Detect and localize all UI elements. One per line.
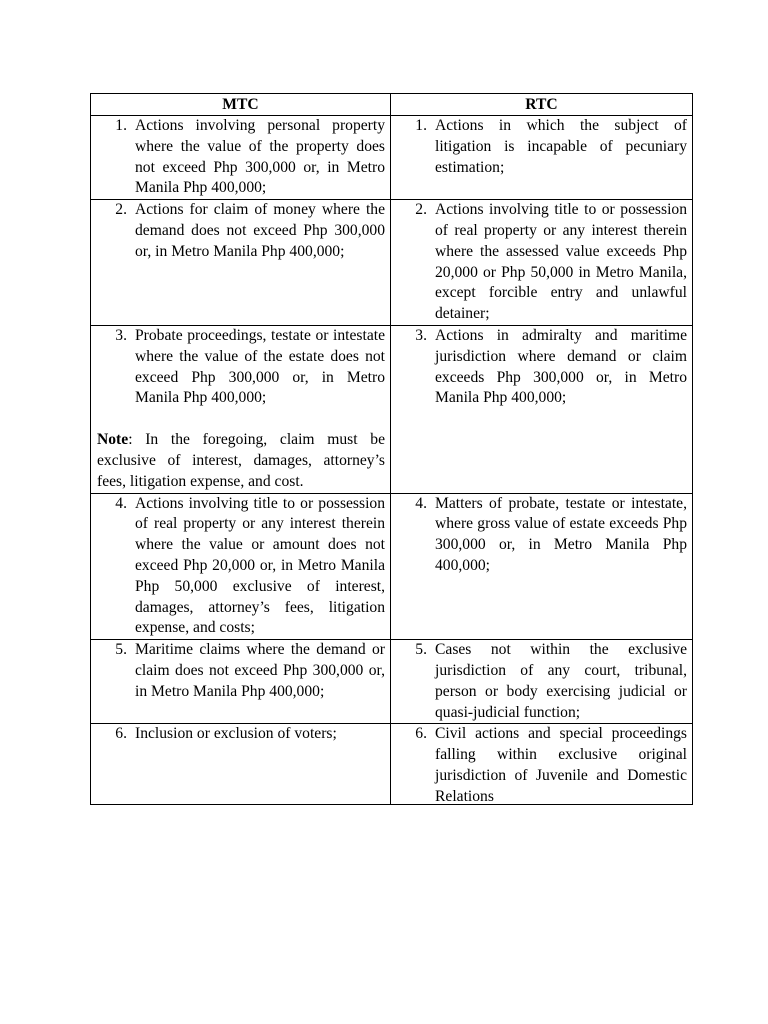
mtc-cell [91,493,391,640]
column-header-mtc: MTC [91,94,391,116]
item-text: Matters of probate, testate or intestate, where gross value of estate exceeds Php 300,000 or, in Metro Manila Php 400,000; [435,494,687,574]
list-item [91,724,390,745]
rtc-cell [391,724,693,805]
rtc-cell [391,493,693,640]
rtc-cell [391,325,693,493]
item-number: 2. [115,201,127,219]
item-text: Probate proceedings, testate or intestate where the value of the estate does not exceed Php 300,000 or, in Metro Manila Php 400,000; [135,326,385,407]
mtc-cell [91,724,391,805]
item-number: 1. [115,117,127,134]
table-row [91,724,693,805]
list-item [391,640,692,723]
mtc-cell [91,325,391,493]
list-item [91,640,390,702]
item-number: 5. [415,641,427,659]
item-number: 4. [115,494,127,512]
item-number: 1. [415,117,427,134]
table-row [91,640,693,724]
note-text: : In the foregoing, claim must be exclusive of interest, damages, attorney’s fees, litigation expense, and cost. [97,431,385,490]
table-row [91,116,693,200]
mtc-cell [91,200,391,326]
item-text: Actions for claim of money where the demand does not exceed Php 300,000 or, in Metro Manila Php 400,000; [135,201,385,260]
item-number: 5. [115,641,127,659]
item-text: Actions involving personal property where the value of the property does not exceed Php 300,000 or, in Metro Manila Php 400,000; [135,117,385,197]
item-text: Cases not within the exclusive jurisdiction of any court, tribunal, person or body exercising judicial or quasi-judicial function; [435,641,687,721]
item-text: Actions in admiralty and maritime jurisdiction where demand or claim exceeds Php 300,000 or, in Metro Manila Php 400,000; [435,326,687,407]
table-row [91,493,693,640]
note-label: Note [97,431,129,449]
list-item [91,200,390,262]
list-item [391,494,692,577]
item-number: 3. [115,326,127,344]
list-item [391,724,692,804]
table-row [91,200,693,326]
item-number: 3. [415,326,427,344]
item-number: 2. [415,201,427,219]
note-paragraph [91,430,390,492]
table-row [91,325,693,493]
item-text: Inclusion or exclusion of voters; [135,725,337,743]
jurisdiction-table [90,93,693,805]
list-item [391,200,692,325]
list-item [91,494,390,640]
rtc-cell [391,640,693,724]
column-header-rtc: RTC [391,94,693,116]
item-number: 6. [115,725,127,743]
rtc-cell [391,200,693,326]
mtc-cell [91,116,391,200]
item-text: Actions involving title to or possession of real property or any interest therein where the value or amount does not exceed Php 20,000 or, in Metro Manila Php 50,000 exclusive of interest, damages, attorney’s fees, litigation expense, and costs; [135,494,385,637]
item-number: 6. [415,725,427,743]
list-item [91,326,390,409]
mtc-cell [91,640,391,724]
rtc-cell [391,116,693,200]
item-text: Actions involving title to or possession of real property or any interest therein where the assessed value exceeds Php 20,000 or Php 50,000 in Metro Manila, except forcible entry and unlawful detainer; [435,201,687,323]
item-text: Maritime claims where the demand or claim does not exceed Php 300,000 or, in Metro Manila Php 400,000; [135,641,385,700]
list-item [391,326,692,409]
item-number: 4. [415,494,427,512]
table-header-row [91,94,693,116]
list-item [391,116,692,178]
item-text: Actions in which the subject of litigation is incapable of pecuniary estimation; [435,117,687,176]
list-item [91,116,390,199]
item-text: Civil actions and special proceedings falling within exclusive original jurisdiction of Juvenile and Domestic Relations [435,725,687,805]
